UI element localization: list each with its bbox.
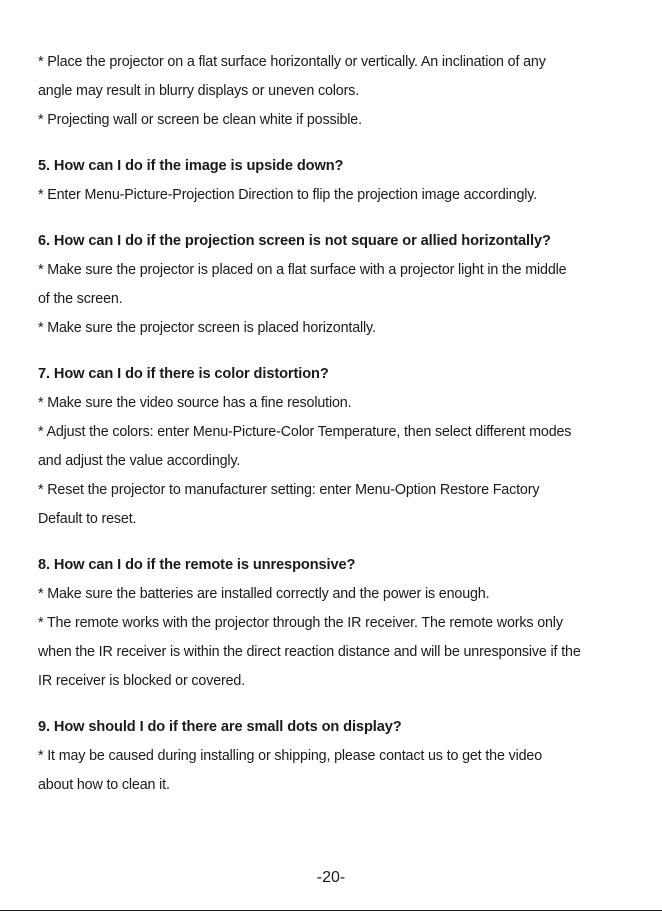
bottom-rule	[0, 910, 662, 911]
section-line: * Make sure the projector is placed on a flat surface with a projector light in the middle	[38, 262, 567, 278]
section-8	[38, 551, 638, 696]
section-heading: 7. How can I do if there is color distortion?	[38, 366, 329, 382]
section-9	[38, 713, 638, 800]
section-line: * Reset the projector to manufacturer setting: enter Menu-Option Restore Factory	[38, 482, 540, 498]
section-line: * It may be caused during installing or shipping, please contact us to get the video	[38, 748, 542, 764]
section-line: and adjust the value accordingly.	[38, 453, 241, 469]
section-line: * The remote works with the projector through the IR receiver. The remote works only	[38, 615, 563, 631]
section-line: * Make sure the projector screen is placed horizontally.	[38, 320, 376, 336]
section-7	[38, 360, 638, 534]
intro-line: angle may result in blurry displays or uneven colors.	[38, 83, 360, 99]
section-line: * Enter Menu-Picture-Projection Direction to flip the projection image accordingly.	[38, 187, 538, 203]
section-5	[38, 152, 638, 210]
section-line: when the IR receiver is within the direct reaction distance and will be unresponsive if the	[38, 644, 581, 660]
section-line: * Make sure the batteries are installed correctly and the power is enough.	[38, 586, 490, 602]
faq-content	[38, 48, 638, 800]
intro-line: * Place the projector on a flat surface horizontally or vertically. An inclination of any	[38, 54, 546, 70]
section-line: of the screen.	[38, 291, 123, 307]
section-line: * Make sure the video source has a fine resolution.	[38, 395, 352, 411]
section-heading: 9. How should I do if there are small dots on display?	[38, 719, 402, 735]
section-line: about how to clean it.	[38, 777, 170, 793]
intro-line: * Projecting wall or screen be clean white if possible.	[38, 112, 362, 128]
section-heading: 5. How can I do if the image is upside down?	[38, 158, 344, 174]
section-6	[38, 227, 638, 343]
section-heading: 8. How can I do if the remote is unresponsive?	[38, 557, 356, 573]
intro-block	[38, 48, 638, 135]
section-line: Default to reset.	[38, 511, 137, 527]
section-line: * Adjust the colors: enter Menu-Picture-Color Temperature, then select different modes	[38, 424, 572, 440]
section-heading: 6. How can I do if the projection screen is not square or allied horizontally?	[38, 233, 551, 249]
page-number: -20-	[316, 869, 346, 886]
section-line: IR receiver is blocked or covered.	[38, 673, 246, 689]
